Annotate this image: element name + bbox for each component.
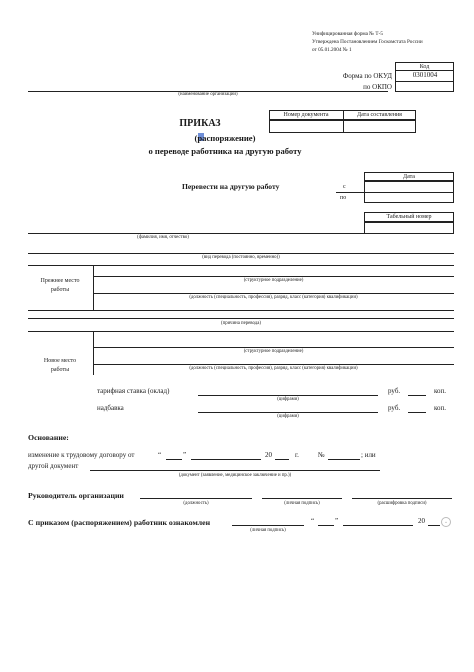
- ack-day-field[interactable]: [318, 525, 334, 526]
- head-decoding-field[interactable]: [352, 498, 452, 499]
- order-subtitle: (распоряжение): [194, 133, 256, 143]
- contract-year-prefix: 20: [265, 451, 272, 459]
- previous-divider: [93, 265, 94, 310]
- basis-title: Основание:: [28, 433, 69, 442]
- ack-month-field[interactable]: [343, 525, 413, 526]
- form-code-line: Унифицированная форма № Т-5: [312, 31, 383, 37]
- okud-label: Форма по ОКУД: [342, 72, 392, 80]
- previous-department-line[interactable]: [93, 276, 454, 277]
- reason-caption: (причина перевода): [221, 321, 261, 326]
- tariff-digits-caption: (цифрами): [277, 397, 299, 402]
- head-position-caption: (должность): [183, 501, 209, 506]
- contract-number-sign: №: [318, 451, 325, 459]
- tariff-rub-label: руб.: [388, 387, 401, 395]
- other-document-label: другой документ: [28, 462, 79, 470]
- tariff-label: тарифная ставка (оклад): [97, 387, 170, 395]
- transfer-label: Перевести на другую работу: [182, 182, 280, 191]
- reason-line[interactable]: [28, 318, 454, 319]
- previous-position-line[interactable]: [93, 293, 454, 294]
- okud-value: 0301004: [412, 71, 438, 79]
- contract-quote-open: “: [158, 451, 162, 459]
- fio-caption: (фамилия, имя, отчество): [137, 235, 189, 240]
- bonus-kop-field[interactable]: [408, 412, 426, 413]
- contract-year-field[interactable]: [275, 459, 289, 460]
- approval-line: Утверждена Постановлением Госкомстата России: [312, 39, 423, 45]
- doc-number-field[interactable]: [270, 121, 342, 132]
- tabnum-header: Табельный номер: [386, 214, 432, 220]
- head-signature-caption: (личная подпись): [284, 501, 320, 506]
- code-divider: [395, 81, 454, 82]
- previous-label-2: работы: [50, 287, 70, 293]
- fio-line[interactable]: [28, 233, 364, 234]
- order-title: ПРИКАЗ: [179, 118, 221, 129]
- chevron-down-icon[interactable]: ⌄: [441, 517, 451, 527]
- date-header: Дата: [403, 174, 415, 180]
- bonus-digits-caption: (цифрами): [277, 414, 299, 419]
- tariff-rub-field[interactable]: [198, 395, 378, 396]
- transfer-type-line[interactable]: [28, 253, 454, 254]
- previous-label-1: Прежнее место: [40, 278, 80, 284]
- doc-date-header: Дата составления: [357, 112, 402, 118]
- new-place-label-1: Новое место: [43, 358, 77, 364]
- date-to-field[interactable]: [366, 193, 452, 202]
- organization-caption: (наименование организации): [178, 92, 238, 97]
- previous-department-caption: (структурное подразделение): [243, 278, 304, 283]
- new-place-top-line: [28, 331, 454, 332]
- ack-year-prefix: 20: [418, 517, 425, 525]
- ack-label: С приказом (распоряжением) работник ознакомлен: [28, 518, 211, 527]
- new-place-label-2: работы: [50, 367, 70, 373]
- bonus-label: надбавка: [97, 404, 124, 412]
- basis-contract-text: изменение к трудовому договору от: [28, 451, 135, 459]
- bonus-rub-field[interactable]: [198, 412, 378, 413]
- doc-date-field[interactable]: [344, 121, 415, 132]
- new-department-caption: (структурное подразделение): [243, 349, 304, 354]
- contract-day-field[interactable]: [166, 459, 182, 460]
- ack-signature-caption: (личная подпись): [250, 528, 286, 533]
- tabnum-field[interactable]: [364, 222, 454, 234]
- bonus-kop-label: коп.: [434, 404, 447, 412]
- new-position-line[interactable]: [93, 364, 454, 365]
- other-document-caption: (документ (заявление, медицинское заключение и пр.)): [178, 473, 292, 478]
- contract-or-text: ; или: [361, 451, 376, 459]
- date-from-label: с: [343, 184, 346, 190]
- head-decoding-caption: (расшифровка подписи): [377, 501, 427, 506]
- approval-date-line: от 05.01.2004 № 1: [312, 47, 352, 53]
- previous-position-caption: (должность (специальность, профессия), разряд, класс (категория) квалификации): [189, 295, 358, 300]
- contract-quote-close: ”: [183, 451, 187, 459]
- bonus-rub-label: руб.: [388, 404, 401, 412]
- head-position-field[interactable]: [140, 498, 252, 499]
- previous-top-line: [28, 265, 454, 266]
- new-position-caption: (должность (специальность, профессия), разряд, класс (категория) квалификации): [189, 366, 358, 371]
- head-label: Руководитель организации: [28, 491, 124, 500]
- ack-quote-close: ”: [335, 517, 339, 525]
- contract-month-field[interactable]: [191, 459, 261, 460]
- contract-number-field[interactable]: [328, 459, 360, 460]
- tariff-kop-field[interactable]: [408, 395, 426, 396]
- code-header: Код: [419, 64, 430, 70]
- previous-bottom-line: [28, 310, 454, 311]
- ack-year-field[interactable]: [428, 525, 440, 526]
- ack-quote-open: “: [311, 517, 315, 525]
- doc-number-header: Номер документа: [283, 112, 329, 118]
- transfer-type-caption: (вид перевода (постоянно, временно)): [202, 255, 280, 260]
- new-department-line[interactable]: [93, 347, 454, 348]
- ack-signature-field[interactable]: [232, 525, 304, 526]
- contract-year-suffix: г.: [295, 451, 299, 459]
- head-signature-field[interactable]: [262, 498, 342, 499]
- date-from-field[interactable]: [366, 182, 452, 191]
- other-document-field[interactable]: [90, 470, 380, 471]
- order-description: о переводе работника на другую работу: [148, 146, 302, 156]
- tariff-kop-label: коп.: [434, 387, 447, 395]
- date-to-label: по: [340, 195, 347, 201]
- okpo-label: по ОКПО: [363, 83, 392, 91]
